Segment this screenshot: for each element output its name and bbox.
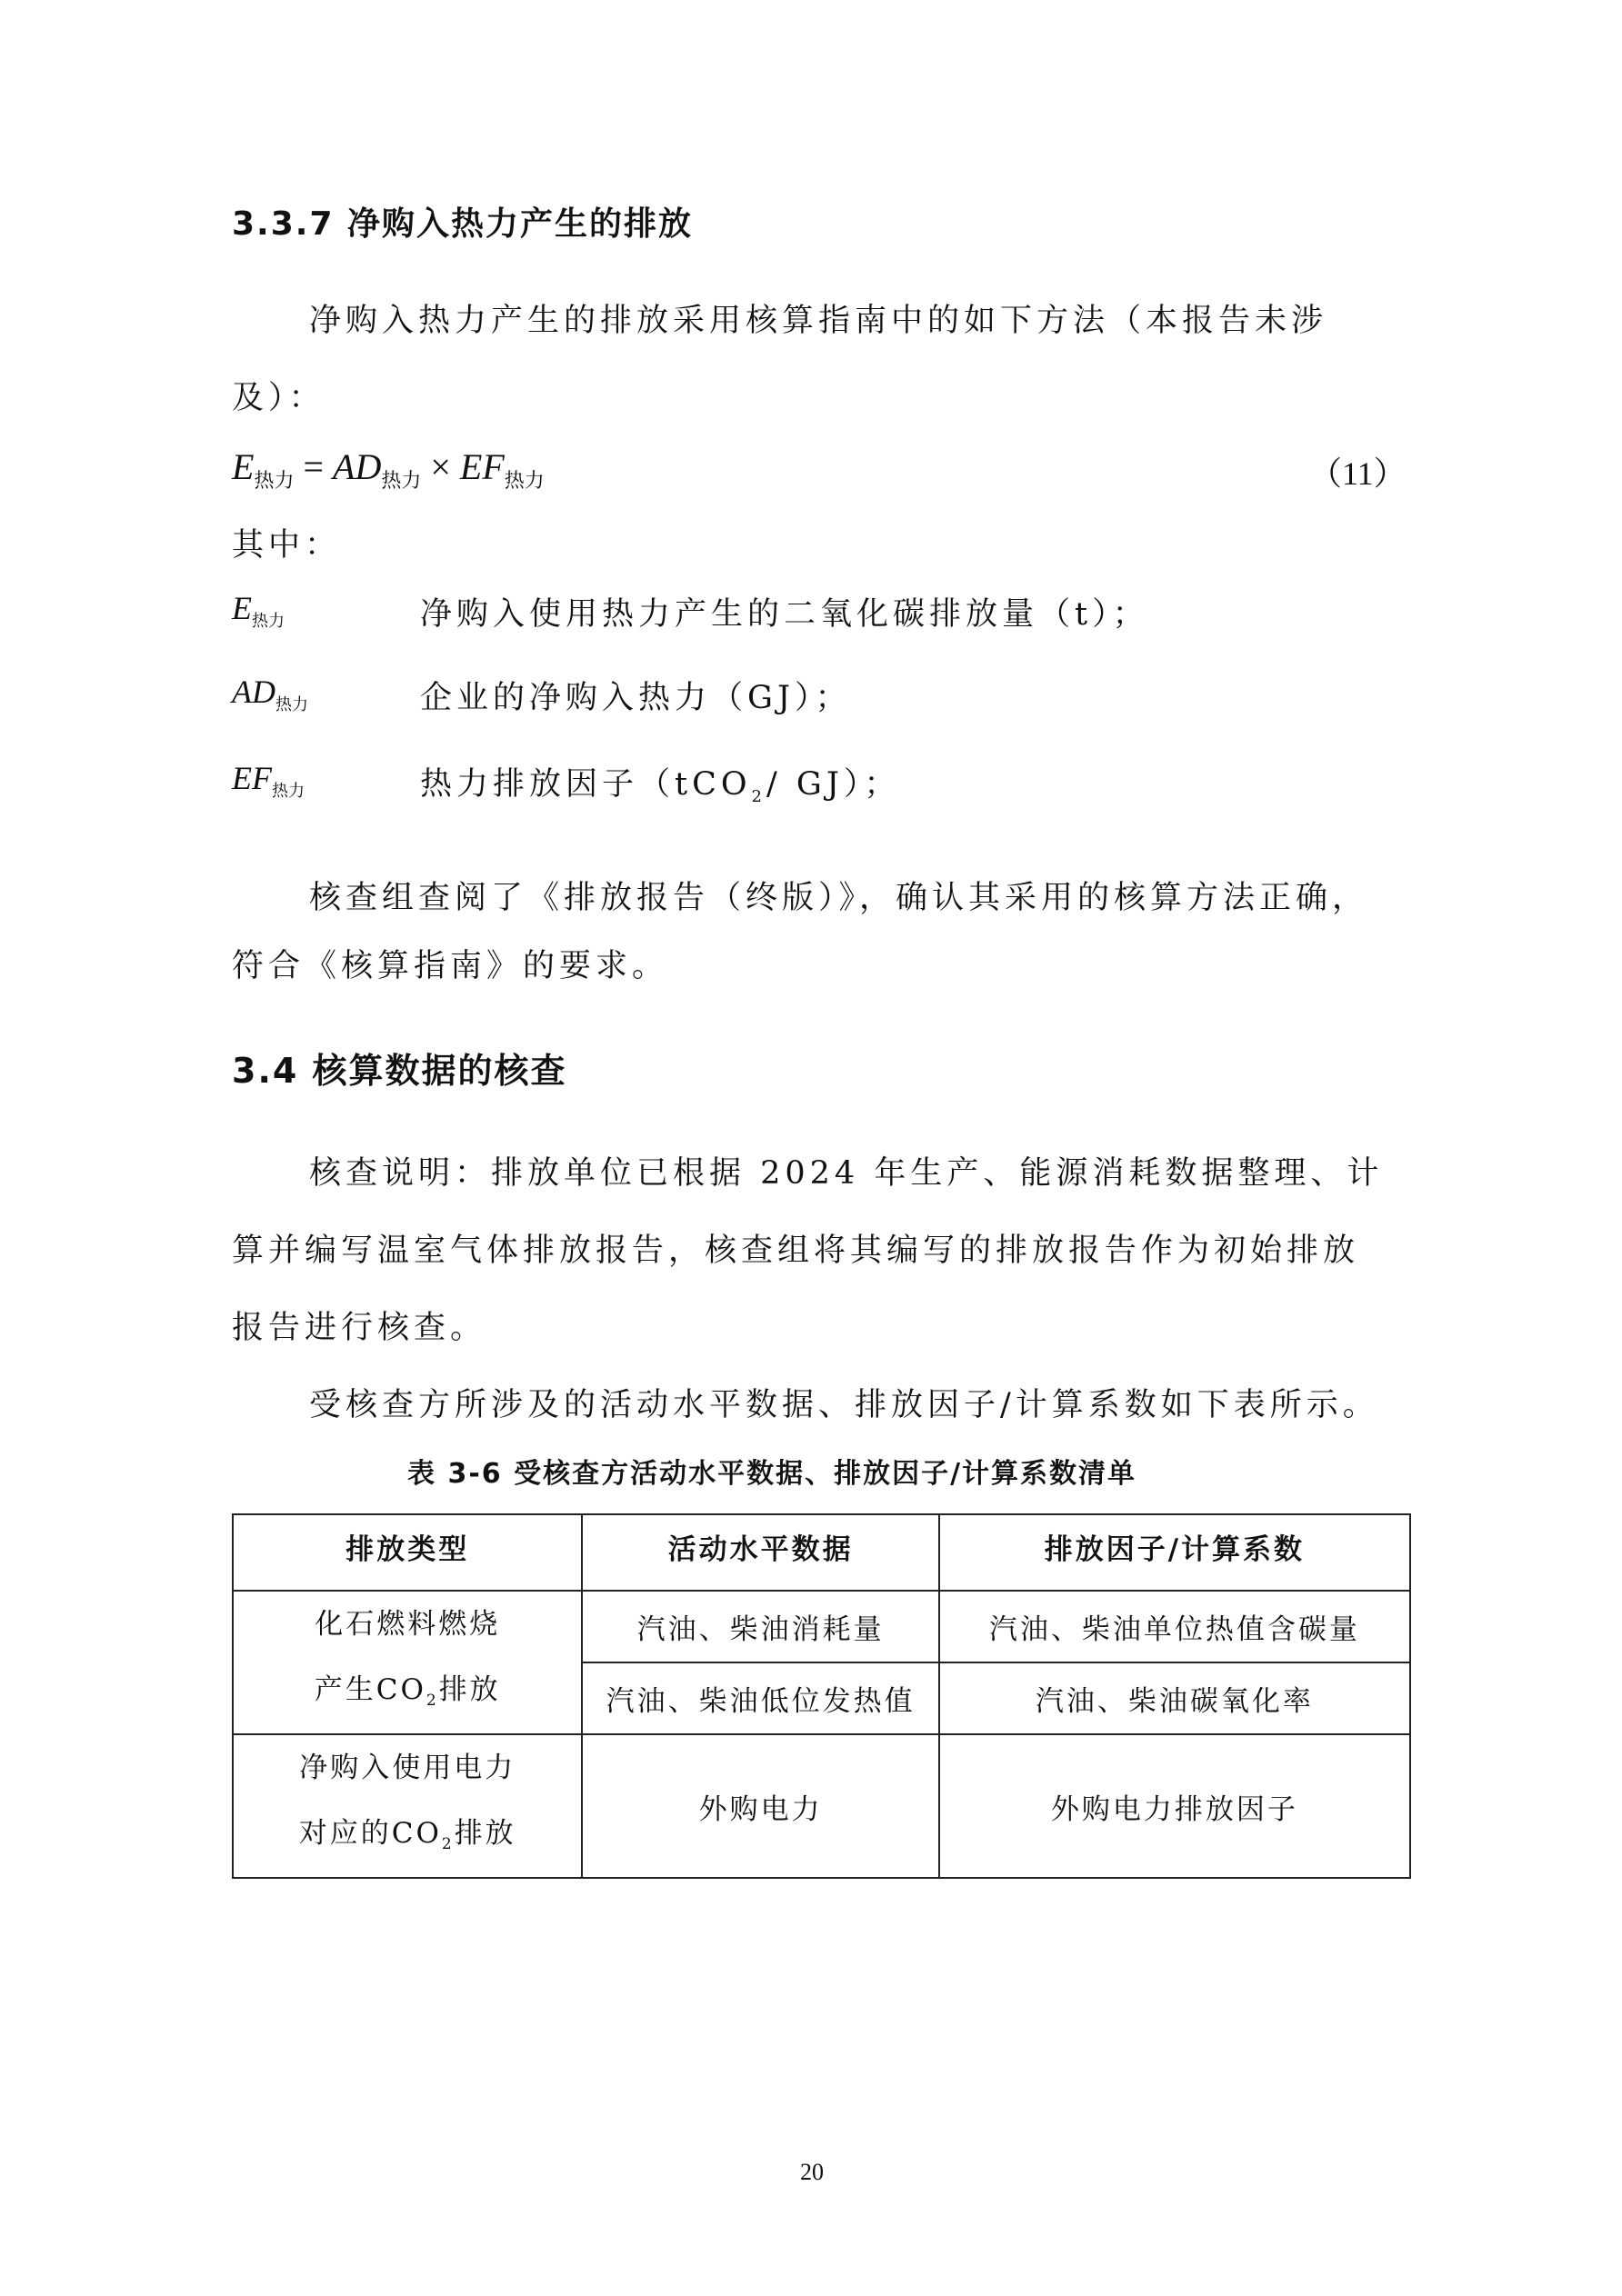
formula-e-sub: 热力 [254,469,295,492]
intro-paragraph-line1: 净购入热力产生的排放采用核算指南中的如下方法（本报告未涉 [309,303,1328,339]
header-emission-type: 排放类型 [233,1514,582,1591]
formula-ef: EF [459,446,505,487]
para1-line3: 报告进行核查。 [232,1310,487,1346]
cell-factor: 汽油、柴油碳氧化率 [939,1662,1410,1734]
formula-11 [232,445,545,494]
symbol-text: AD [232,674,275,710]
desc-post: / GJ）； [766,766,901,803]
formula-ef-sub: 热力 [504,469,545,492]
variable-symbol-ad [232,673,308,715]
variable-desc-ef [420,759,900,806]
section-heading-3-3-7: 3.3.7 净购入热力产生的排放 [232,205,694,243]
table-caption: 表 3-6 受核查方活动水平数据、排放因子/计算系数清单 [407,1458,1137,1490]
cell-factor: 外购电力排放因子 [939,1734,1410,1878]
page-number: 20 [800,2159,824,2185]
cell-line [234,1801,581,1877]
cell-activity: 外购电力 [582,1734,938,1878]
co2-sub: 2 [441,1835,455,1854]
variable-symbol-e [232,589,285,632]
co2-pre: 对应的CO [298,1817,442,1851]
cell-line: 净购入使用电力 [299,1752,516,1785]
cell-type-fossil [233,1591,582,1734]
cell-factor: 汽油、柴油单位热值含碳量 [939,1591,1410,1662]
formula-equals: = [303,446,325,487]
formula-ad-sub: 热力 [381,469,422,492]
where-label: 其中： [232,527,342,564]
table-row [233,1734,1410,1878]
conclusion-line2: 符合《核算指南》的要求。 [232,948,669,984]
cell-line: 化石燃料燃烧 [315,1608,501,1641]
symbol-text: E [232,590,252,626]
cell-activity: 汽油、柴油低位发热值 [582,1662,938,1734]
co2-sub: 2 [426,1692,439,1711]
para2: 受核查方所涉及的活动水平数据、排放因子/计算系数如下表所示。 [309,1387,1379,1423]
table-row [233,1591,1410,1662]
symbol-sub: 热力 [271,782,305,801]
desc-sub: 2 [751,787,766,806]
variable-desc-e: 净购入使用热力产生的二氧化碳排放量（t）； [420,596,1149,633]
symbol-text: EF [232,760,272,796]
cell-type-electricity [233,1734,582,1878]
formula-times: × [430,446,451,487]
header-emission-factor: 排放因子/计算系数 [939,1514,1410,1591]
variable-symbol-ef [232,759,305,802]
desc-pre: 热力排放因子（tCO [420,766,752,803]
formula-ad: AD [333,446,382,487]
para1-line1: 核查说明：排放单位已根据 2024 年生产、能源消耗数据整理、计 [309,1155,1384,1192]
co2-pre: 产生CO [314,1673,426,1706]
emission-data-table [232,1513,1411,1879]
co2-post: 排放 [454,1817,516,1851]
cell-activity: 汽油、柴油消耗量 [582,1591,938,1662]
intro-paragraph-line2: 及）： [232,380,325,416]
variable-desc-ad: 企业的净购入热力（GJ）； [420,680,852,716]
symbol-sub: 热力 [252,612,285,631]
para1-line2: 算并编写温室气体排放报告，核查组将其编写的排放报告作为初始排放 [232,1233,1360,1269]
symbol-sub: 热力 [275,695,308,714]
header-activity-data: 活动水平数据 [582,1514,938,1591]
cell-line [234,1657,581,1733]
section-heading-3-4: 3.4 核算数据的核查 [232,1051,567,1091]
conclusion-line1: 核查组查阅了《排放报告（终版）》，确认其采用的核算方法正确， [309,880,1369,916]
formula-e: E [232,446,255,487]
co2-post: 排放 [438,1673,501,1706]
equation-number: （11） [1309,455,1407,492]
table-header-row [233,1514,1410,1591]
